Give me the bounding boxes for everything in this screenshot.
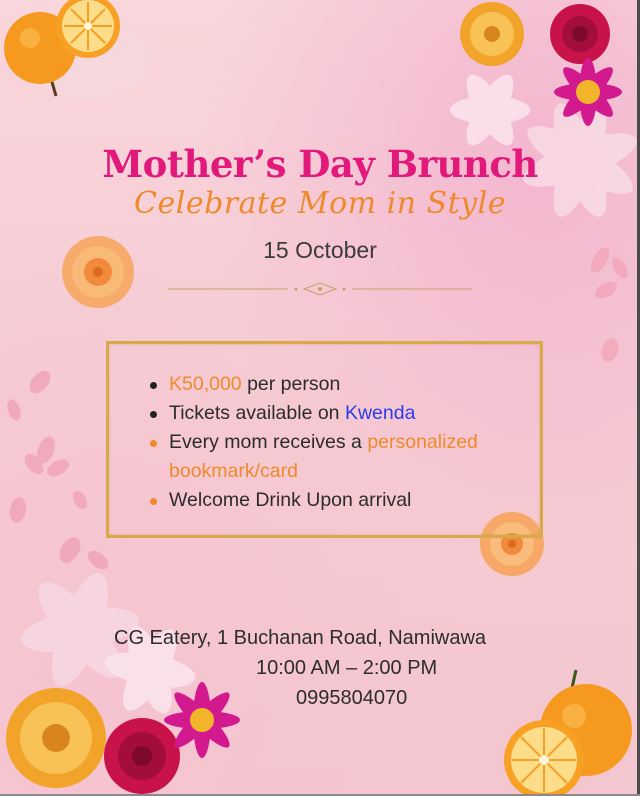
- contact-phone: 0995804070: [296, 687, 408, 709]
- list-item: [145, 486, 565, 515]
- venue-address: CG Eatery, 1 Buchanan Road, Namiwawa: [114, 627, 487, 649]
- list-item: [145, 399, 565, 428]
- divider-ornament-icon: [168, 282, 472, 296]
- price-value: K50,000: [169, 373, 242, 395]
- gift-prefix: Every mom receives a: [169, 431, 368, 453]
- event-title: Mother’s Day Brunch: [102, 142, 538, 186]
- flower-cluster-bottom-left-icon: [0, 560, 260, 796]
- price-suffix: per person: [241, 373, 341, 395]
- tickets-platform: Kwenda: [344, 402, 416, 424]
- gift-highlight-line2: bookmark/card: [169, 460, 298, 482]
- tickets-prefix: Tickets available on: [169, 402, 345, 424]
- list-item: [145, 428, 565, 486]
- petals-left-icon: [0, 370, 110, 580]
- list-item: [145, 370, 565, 399]
- details-list: [145, 370, 565, 515]
- orange-slice-icon: [490, 668, 640, 796]
- gift-highlight: personalized: [367, 431, 478, 453]
- event-date: 15 October: [263, 237, 377, 263]
- event-time: 10:00 AM – 2:00 PM: [256, 657, 438, 679]
- event-subtitle: Celebrate Mom in Style: [134, 186, 506, 221]
- welcome-text: Welcome Drink Upon arrival: [169, 489, 412, 511]
- orange-fruit-icon: [0, 0, 150, 110]
